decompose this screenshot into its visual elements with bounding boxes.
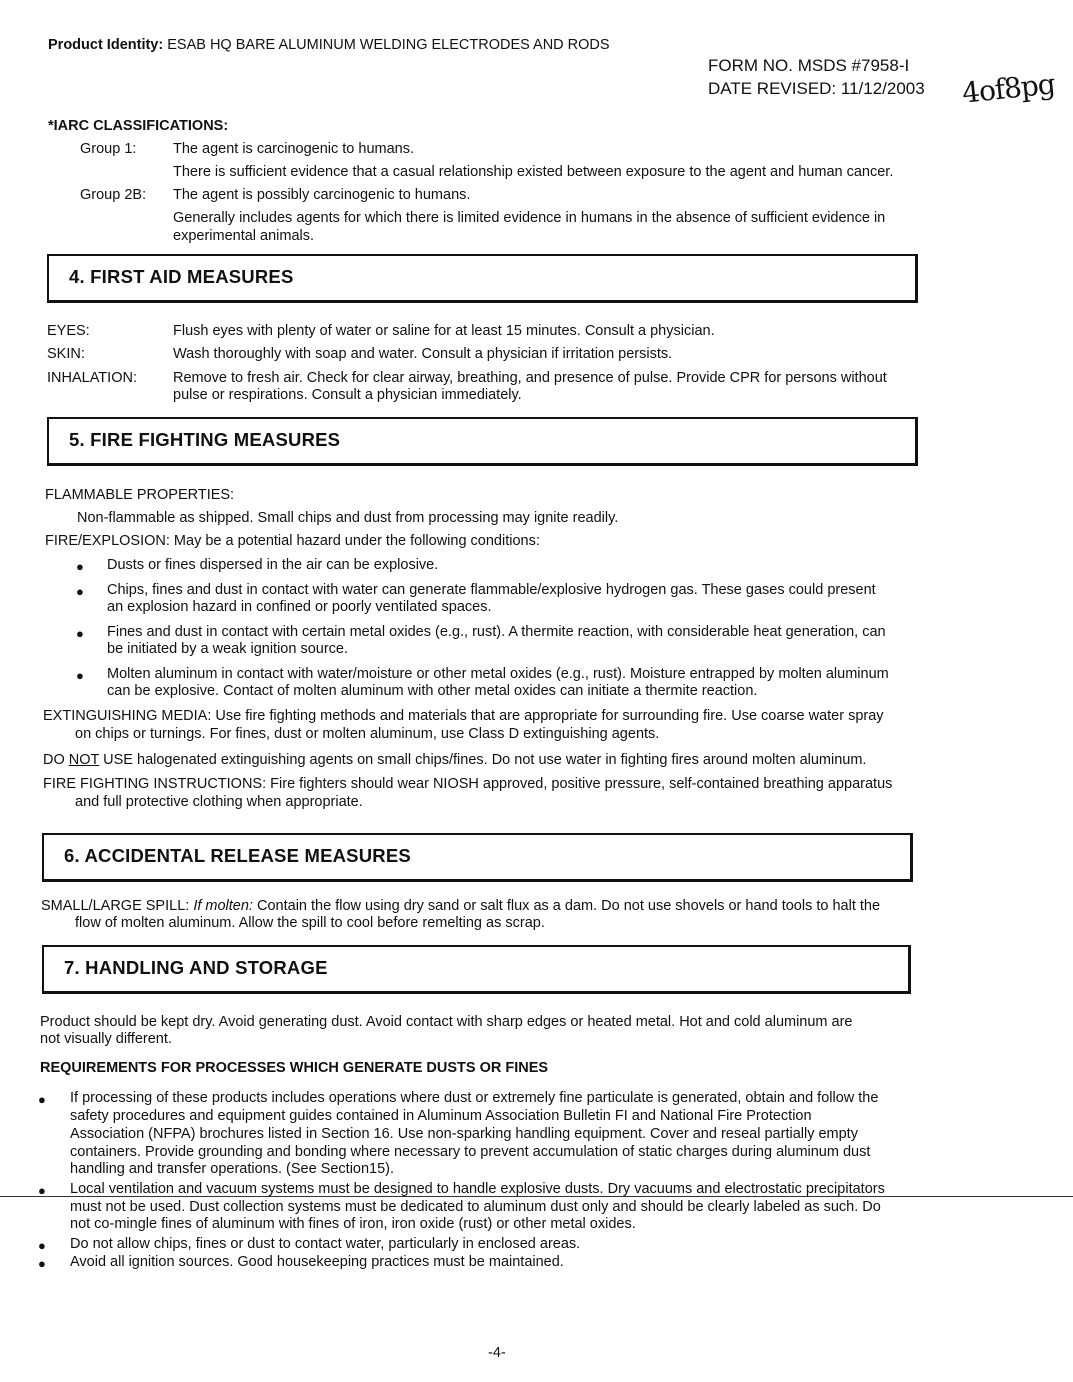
section-7-header-box [42, 945, 911, 994]
form-number: FORM NO. MSDS #7958-I [708, 56, 910, 75]
section-4-header-box [47, 254, 918, 303]
fire-bullet-3a: Fines and dust in contact with certain metal oxides (e.g., rust). A thermite reaction, with considerable heat generation, can [107, 624, 886, 640]
req-bullet-3: Do not allow chips, fines or dust to contact water, particularly in enclosed areas. [70, 1236, 581, 1252]
spill-label: SMALL/LARGE SPILL: [41, 898, 194, 914]
spill-italic: If molten: [193, 898, 253, 914]
extinguishing-media-b: on chips or turnings. For fines, dust or molten aluminum, use Class D extinguishing agents. [75, 726, 660, 742]
flammable-label: FLAMMABLE PROPERTIES: [45, 487, 235, 503]
section-7-title: 7. HANDLING AND STORAGE [64, 957, 328, 978]
fire-bullet-1: Dusts or fines dispersed in the air can be explosive. [107, 557, 439, 573]
fire-bullet-4a: Molten aluminum in contact with water/moisture or other metal oxides (e.g., rust). Moisture entrapped by molten aluminum [107, 666, 889, 682]
bullet-dot: ● [76, 668, 84, 683]
fire-bullet-2b: an explosion hazard in confined or poorly ventilated spaces. [107, 599, 492, 615]
section-5-title: 5. FIRE FIGHTING MEASURES [69, 429, 341, 450]
req-bullet-4: Avoid all ignition sources. Good housekeeping practices must be maintained. [70, 1254, 564, 1270]
fire-explosion-text: FIRE/EXPLOSION: May be a potential hazard under the following conditions: [45, 533, 540, 549]
fire-bullet-3b: be initiated by a weak ignition source. [107, 641, 349, 657]
page-crease-line [0, 1196, 1073, 1197]
iarc-group2b-label: Group 2B: [80, 187, 147, 203]
handwritten-page-note: 4of8pg [960, 67, 1057, 110]
spill-text-2: flow of molten aluminum. Allow the spill to cool before remelting as scrap. [75, 915, 545, 931]
fire-bullet-4b: can be explosive. Contact of molten aluminum with other metal oxides can initiate a thermite reaction. [107, 683, 758, 699]
do-not-underlined: NOT [68, 752, 100, 768]
bullet-dot: ● [38, 1183, 46, 1198]
requirements-heading: REQUIREMENTS FOR PROCESSES WHICH GENERATE DUSTS OR FINES [40, 1060, 549, 1076]
req-bullet-1-line-5: handling and transfer operations. (See Section15). [70, 1161, 395, 1177]
section-6-header-box [42, 833, 913, 882]
inhalation-text-1: Remove to fresh air. Check for clear airway, breathing, and presence of pulse. Provide CPR for persons without [173, 370, 887, 386]
iarc-heading: *IARC CLASSIFICATIONS: [48, 118, 229, 134]
req-bullet-1-line-1: If processing of these products includes operations where dust or extremely fine particulate is generated, obtain and follow the [70, 1090, 879, 1106]
handling-intro-2: not visually different. [40, 1031, 172, 1047]
product-identity-label: Product Identity: [48, 37, 164, 53]
eyes-label: EYES: [47, 323, 90, 339]
iarc-group2b-line2a: Generally includes agents for which there is limited evidence in humans in the absence of sufficient evidence in [173, 210, 886, 226]
req-bullet-1-line-4: containers. Provide grounding and bonding where necessary to prevent accumulation of static charges during aluminum dust [70, 1144, 871, 1160]
inhalation-label: INHALATION: [47, 370, 137, 386]
do-not-prefix: DO [43, 752, 69, 768]
iarc-group2b-line1: The agent is possibly carcinogenic to humans. [173, 187, 471, 203]
iarc-group1-line2: There is sufficient evidence that a casual relationship existed between exposure to the agent and human cancer. [173, 164, 894, 180]
section-5-header-box [47, 417, 918, 466]
bullet-dot: ● [76, 559, 84, 574]
req-bullet-1-line-3: Association (NFPA) brochures listed in Section 16. Use non-sparking handling equipment. Cover and reseal partially empty [70, 1126, 858, 1142]
spill-text [41, 898, 880, 915]
spill-text-rest: Contain the flow using dry sand or salt flux as a dam. Do not use shovels or hand tools to halt the [252, 898, 881, 914]
section-6-title: 6. ACCIDENTAL RELEASE MEASURES [64, 845, 411, 866]
fire-fighting-instructions-a: FIRE FIGHTING INSTRUCTIONS: Fire fighters should wear NIOSH approved, positive pressure, self-contained breathing apparatus [43, 776, 893, 792]
section-4-title: 4. FIRST AID MEASURES [69, 266, 294, 287]
iarc-group1-label: Group 1: [80, 141, 137, 157]
bullet-dot: ● [38, 1256, 46, 1271]
do-not-use-text [43, 752, 866, 769]
product-identity [48, 37, 610, 54]
date-revised: DATE REVISED: 11/12/2003 [708, 79, 925, 98]
bullet-dot: ● [76, 626, 84, 641]
eyes-text: Flush eyes with plenty of water or saline for at least 15 minutes. Consult a physician. [173, 323, 715, 339]
do-not-rest: USE halogenated extinguishing agents on small chips/fines. Do not use water in fighting fires around molten aluminum. [99, 752, 867, 768]
req-bullet-2-line-2: must not be used. Dust collection systems must be dedicated to aluminum dust only and should be clearly labeled as such. Do [70, 1199, 881, 1215]
handling-intro-1: Product should be kept dry. Avoid generating dust. Avoid contact with sharp edges or heated metal. Hot and cold aluminum are [40, 1014, 853, 1030]
inhalation-text-2: pulse or respirations. Consult a physician immediately. [173, 387, 522, 403]
page-number: -4- [488, 1345, 506, 1361]
fire-fighting-instructions-b: and full protective clothing when appropriate. [75, 794, 363, 810]
product-identity-value: ESAB HQ BARE ALUMINUM WELDING ELECTRODES AND RODS [167, 37, 610, 53]
skin-text: Wash thoroughly with soap and water. Consult a physician if irritation persists. [173, 346, 673, 362]
req-bullet-1-line-2: safety procedures and equipment guides contained in Aluminum Association Bulletin FI and National Fire Protection [70, 1108, 812, 1124]
bullet-dot: ● [76, 584, 84, 599]
iarc-group1-line1: The agent is carcinogenic to humans. [173, 141, 414, 157]
bullet-dot: ● [38, 1092, 46, 1107]
fire-bullet-2a: Chips, fines and dust in contact with water can generate flammable/explosive hydrogen gas. These gases could present [107, 582, 876, 598]
bullet-dot: ● [38, 1238, 46, 1253]
req-bullet-2-line-3: not co-mingle fines of aluminum with fines of iron, iron oxide (rust) or other metal oxides. [70, 1216, 636, 1232]
iarc-group2b-line2b: experimental animals. [173, 228, 315, 244]
flammable-text: Non-flammable as shipped. Small chips and dust from processing may ignite readily. [77, 510, 619, 526]
extinguishing-media-a: EXTINGUISHING MEDIA: Use fire fighting methods and materials that are appropriate for surrounding fire. Use coarse water spray [43, 708, 884, 724]
req-bullet-2-line-1: Local ventilation and vacuum systems must be designed to handle explosive dusts. Dry vacuums and electrostatic precipitators [70, 1181, 885, 1197]
skin-label: SKIN: [47, 346, 85, 362]
